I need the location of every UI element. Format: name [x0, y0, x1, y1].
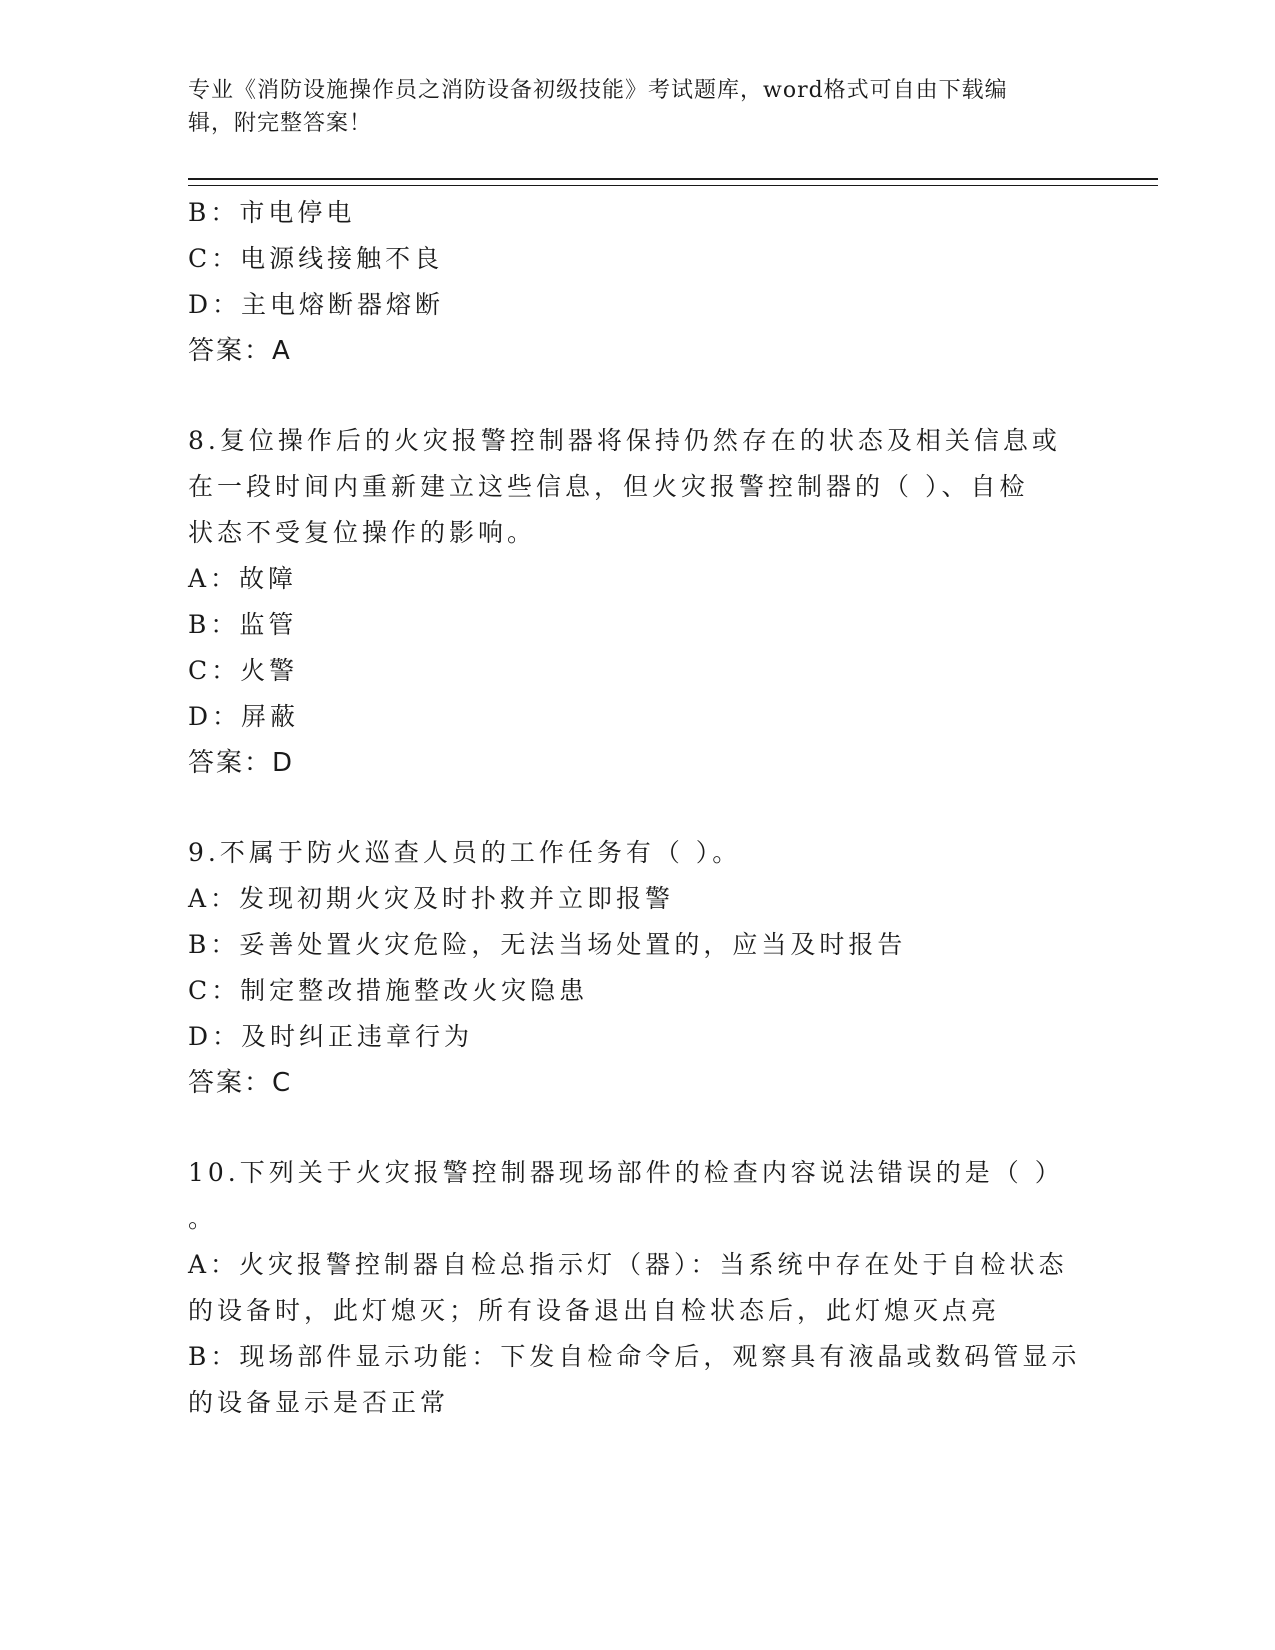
question-8-stem-line-3: 状态不受复位操作的影响。	[188, 518, 537, 547]
question-9	[188, 830, 1078, 1106]
question-7-answer: 答案：A	[188, 336, 292, 366]
question-7-option-b: B：市电停电	[188, 198, 356, 227]
question-8-option-a: A：故障	[188, 564, 298, 593]
question-7-option-c: C：电源线接触不良	[188, 244, 444, 273]
question-9-option-a: A：发现初期火灾及时扑救并立即报警	[188, 884, 675, 913]
question-8-option-d: D：屏蔽	[188, 702, 300, 731]
question-7	[188, 190, 1078, 374]
question-8	[188, 418, 1078, 786]
header-divider	[188, 178, 1158, 186]
question-8-stem-line-2: 在一段时间内重新建立这些信息，但火灾报警控制器的（ ）、自检	[188, 472, 1029, 501]
header-line-1: 专业《消防设施操作员之消防设备初级技能》考试题库，word格式可自由下载编	[188, 78, 1008, 103]
question-9-option-d: D：及时纠正违章行为	[188, 1022, 474, 1051]
question-10-option-b-line-2: 的设备显示是否正常	[188, 1388, 450, 1417]
question-8-option-c: C：火警	[188, 656, 299, 685]
header-line-2: 辑，附完整答案！	[188, 111, 373, 136]
question-8-stem-line-1: 8.复位操作后的火灾报警控制器将保持仍然存在的状态及相关信息或	[188, 426, 1061, 455]
question-8-answer: 答案：D	[188, 748, 295, 778]
question-10-stem-line-1: 10.下列关于火灾报警控制器现场部件的检查内容说法错误的是（ ）	[188, 1158, 1064, 1187]
question-10-option-a-line-2: 的设备时，此灯熄灭；所有设备退出自检状态后，此灯熄灭点亮	[188, 1296, 1001, 1325]
question-10-stem-line-2: 。	[188, 1204, 218, 1233]
question-10-option-a-line-1: A：火灾报警控制器自检总指示灯（器）：当系统中存在处于自检状态	[188, 1250, 1068, 1279]
question-8-option-b: B：监管	[188, 610, 298, 639]
question-7-option-d: D：主电熔断器熔断	[188, 290, 445, 319]
question-9-stem-line-1: 9.不属于防火巡查人员的工作任务有（ ）。	[188, 838, 742, 867]
question-10-option-b-line-1: B：现场部件显示功能：下发自检命令后，观察具有液晶或数码管显示	[188, 1342, 1081, 1371]
document-header	[188, 74, 1068, 140]
question-10	[188, 1150, 1081, 1426]
question-9-option-b: B：妥善处置火灾危险，无法当场处置的，应当及时报告	[188, 930, 907, 959]
question-9-option-c: C：制定整改措施整改火灾隐患	[188, 976, 589, 1005]
question-list	[188, 190, 1081, 1426]
question-9-answer: 答案：C	[188, 1068, 293, 1098]
